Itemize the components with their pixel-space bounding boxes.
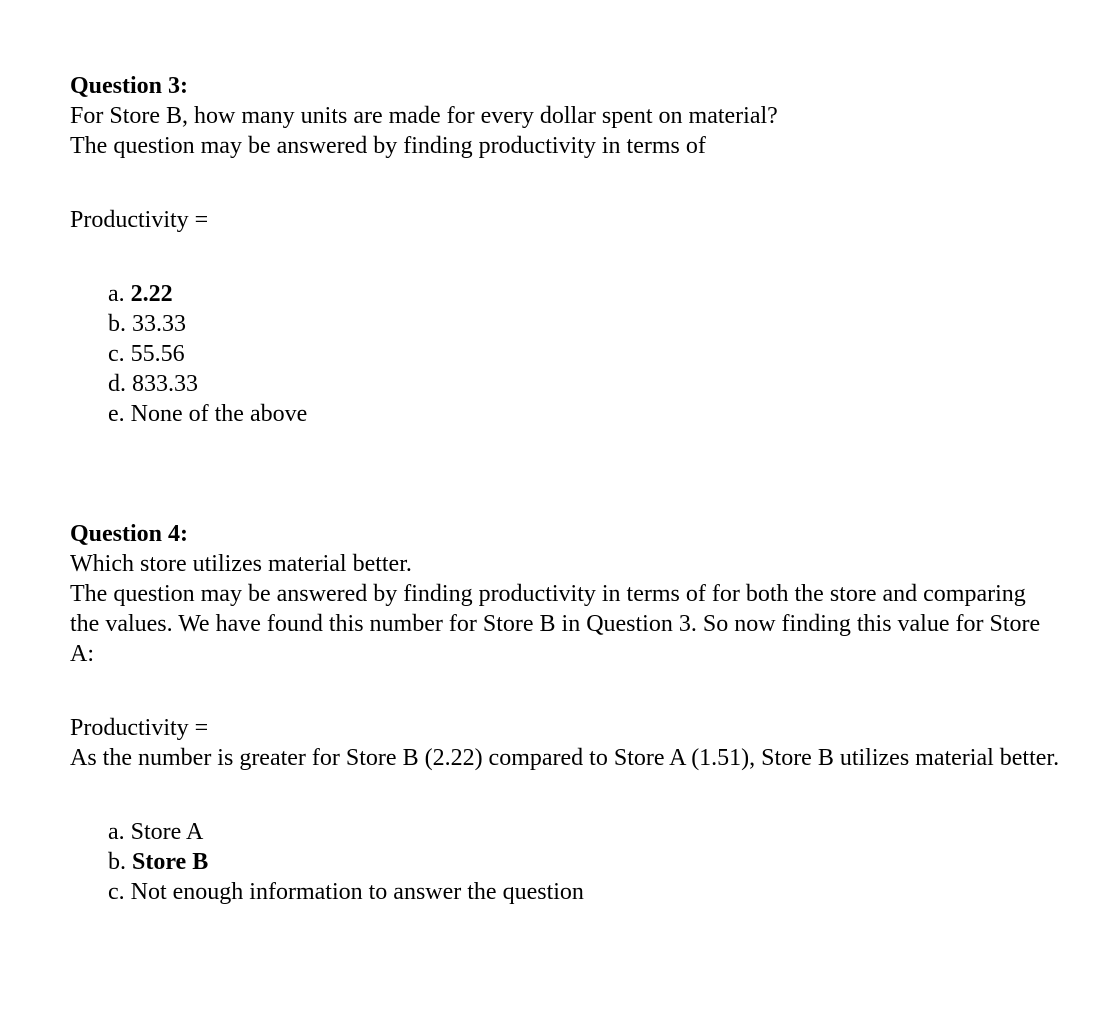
question-3-options — [70, 279, 1060, 429]
question-4-conclusion: As the number is greater for Store B (2.22) compared to Store A (1.51), Store B utilizes material better. — [70, 745, 1060, 771]
option-letter: a. — [108, 819, 125, 845]
document-page — [70, 71, 1060, 907]
question-3-option-a — [108, 279, 1060, 309]
option-letter: c. — [108, 341, 125, 367]
question-4-formula: Productivity = — [70, 715, 209, 741]
question-3-prompt: For Store B, how many units are made for every dollar spent on material? — [70, 103, 778, 129]
question-4-prompt: Which store utilizes material better. — [70, 551, 412, 577]
question-3-option-c — [108, 339, 1060, 369]
option-text: 55.56 — [130, 341, 185, 367]
option-letter: c. — [108, 879, 125, 905]
question-3-formula: Productivity = — [70, 207, 209, 233]
option-letter: e. — [108, 401, 125, 427]
option-text: 33.33 — [132, 311, 186, 337]
question-3-title: Question 3: — [70, 73, 189, 99]
option-letter: b. — [108, 849, 126, 875]
option-letter: b. — [108, 311, 126, 337]
option-text-correct: 2.22 — [130, 281, 173, 307]
question-4-option-c — [108, 877, 1060, 907]
question-3-section — [70, 71, 1060, 429]
option-text: Store A — [130, 819, 204, 845]
question-4-option-a — [108, 817, 1060, 847]
question-4-option-b — [108, 847, 1060, 877]
option-text: None of the above — [130, 401, 308, 427]
question-3-option-b — [108, 309, 1060, 339]
option-text: 833.33 — [132, 371, 198, 397]
question-3-option-d — [108, 369, 1060, 399]
question-3-option-e — [108, 399, 1060, 429]
question-4-section — [70, 519, 1060, 907]
option-letter: d. — [108, 371, 126, 397]
option-text: Not enough information to answer the question — [130, 879, 584, 905]
question-4-title: Question 4: — [70, 521, 189, 547]
question-4-explanation: The question may be answered by finding productivity in terms of for both the store and comparing the values. We have found this number for Store B in Question 3. So now finding this value for Store A: — [70, 581, 1041, 667]
question-3-hint: The question may be answered by finding productivity in terms of — [70, 133, 706, 159]
question-4-options — [70, 817, 1060, 907]
option-text-correct: Store B — [132, 849, 209, 875]
option-letter: a. — [108, 281, 125, 307]
